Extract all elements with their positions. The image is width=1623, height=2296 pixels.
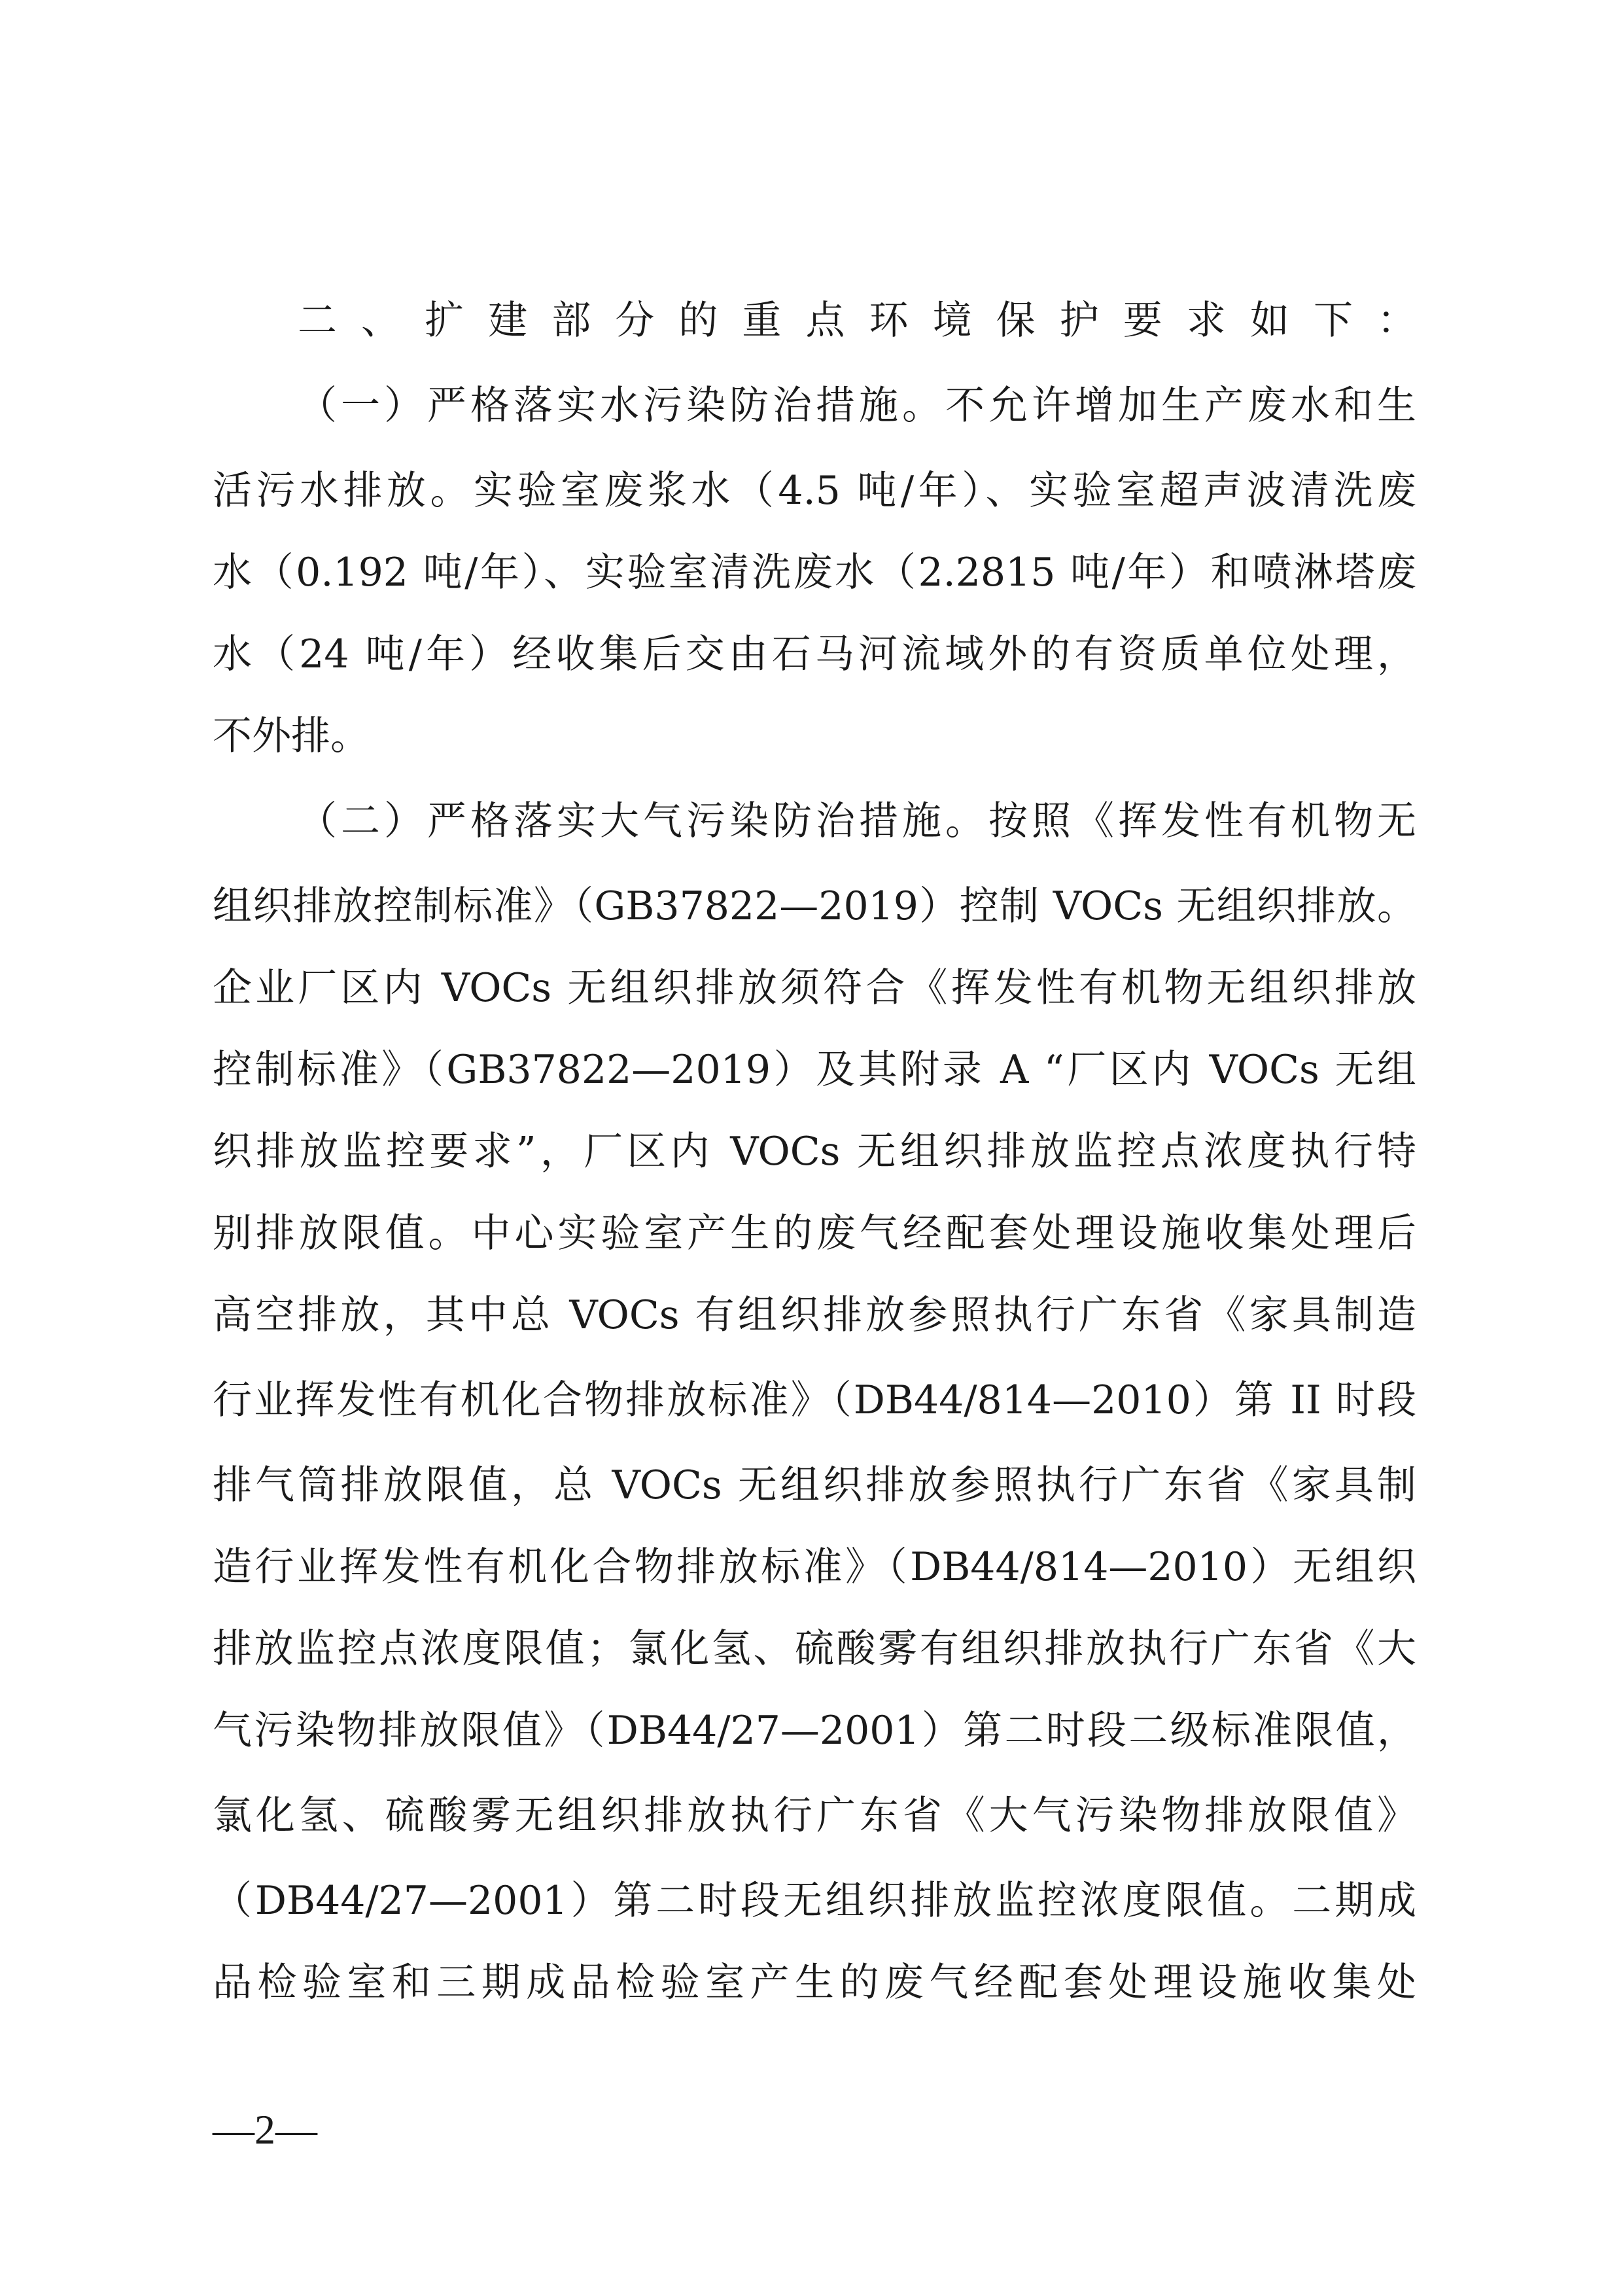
paragraph-line: 品检验室和三期成品检验室产生的废气经配套处理设施收集处 xyxy=(213,1960,1416,2005)
paragraph-line: （DB44/27—2001）第二时段无组织排放监控浓度限值。二期成 xyxy=(213,1878,1416,1924)
page-number: —2— xyxy=(213,2106,317,2153)
section-heading: 二、扩建部分的重点环境保护要求如下： xyxy=(298,298,1416,344)
paragraph-line: 别排放限值。中心实验室产生的废气经配套处理设施收集处理后 xyxy=(213,1210,1416,1256)
paragraph-line: 高空排放，其中总 VOCs 有组织排放参照执行广东省《家具制造 xyxy=(213,1292,1416,1338)
paragraph-line: 组织排放控制标准》（GB37822—2019）控制 VOCs 无组织排放。 xyxy=(213,883,1416,929)
paragraph-line: 水（24 吨/年）经收集后交由石马河流域外的有资质单位处理， xyxy=(213,631,1416,677)
paragraph-line: 活污水排放。实验室废浆水（4.5 吨/年）、实验室超声波清洗废 xyxy=(213,468,1416,514)
paragraph-line: 气污染物排放限值》（DB44/27—2001）第二时段二级标准限值， xyxy=(213,1708,1416,1754)
paragraph-line: 企业厂区内 VOCs 无组织排放须符合《挥发性有机物无组织排放 xyxy=(213,965,1416,1011)
paragraph-line: 排气筒排放限值，总 VOCs 无组织排放参照执行广东省《家具制 xyxy=(213,1462,1416,1508)
paragraph-line: （二）严格落实大气污染防治措施。按照《挥发性有机物无 xyxy=(298,798,1416,844)
paragraph-line: 不外排。 xyxy=(213,713,370,759)
paragraph-line: 行业挥发性有机化合物排放标准》（DB44/814—2010）第 II 时段 xyxy=(213,1377,1416,1423)
paragraph-line: 水（0.192 吨/年）、实验室清洗废水（2.2815 吨/年）和喷淋塔废 xyxy=(213,550,1416,595)
paragraph-line: 织排放监控要求”，厂区内 VOCs 无组织排放监控点浓度执行特 xyxy=(213,1129,1416,1174)
paragraph-line: 氯化氢、硫酸雾无组织排放执行广东省《大气污染物排放限值》 xyxy=(213,1793,1416,1839)
paragraph-line: （一）严格落实水污染防治措施。不允许增加生产废水和生 xyxy=(298,383,1416,429)
paragraph-line: 排放监控点浓度限值；氯化氢、硫酸雾有组织排放执行广东省《大 xyxy=(213,1626,1416,1672)
paragraph-line: 造行业挥发性有机化合物排放标准》（DB44/814—2010）无组织 xyxy=(213,1544,1416,1590)
paragraph-line: 控制标准》（GB37822—2019）及其附录 A “厂区内 VOCs 无组 xyxy=(213,1047,1416,1093)
